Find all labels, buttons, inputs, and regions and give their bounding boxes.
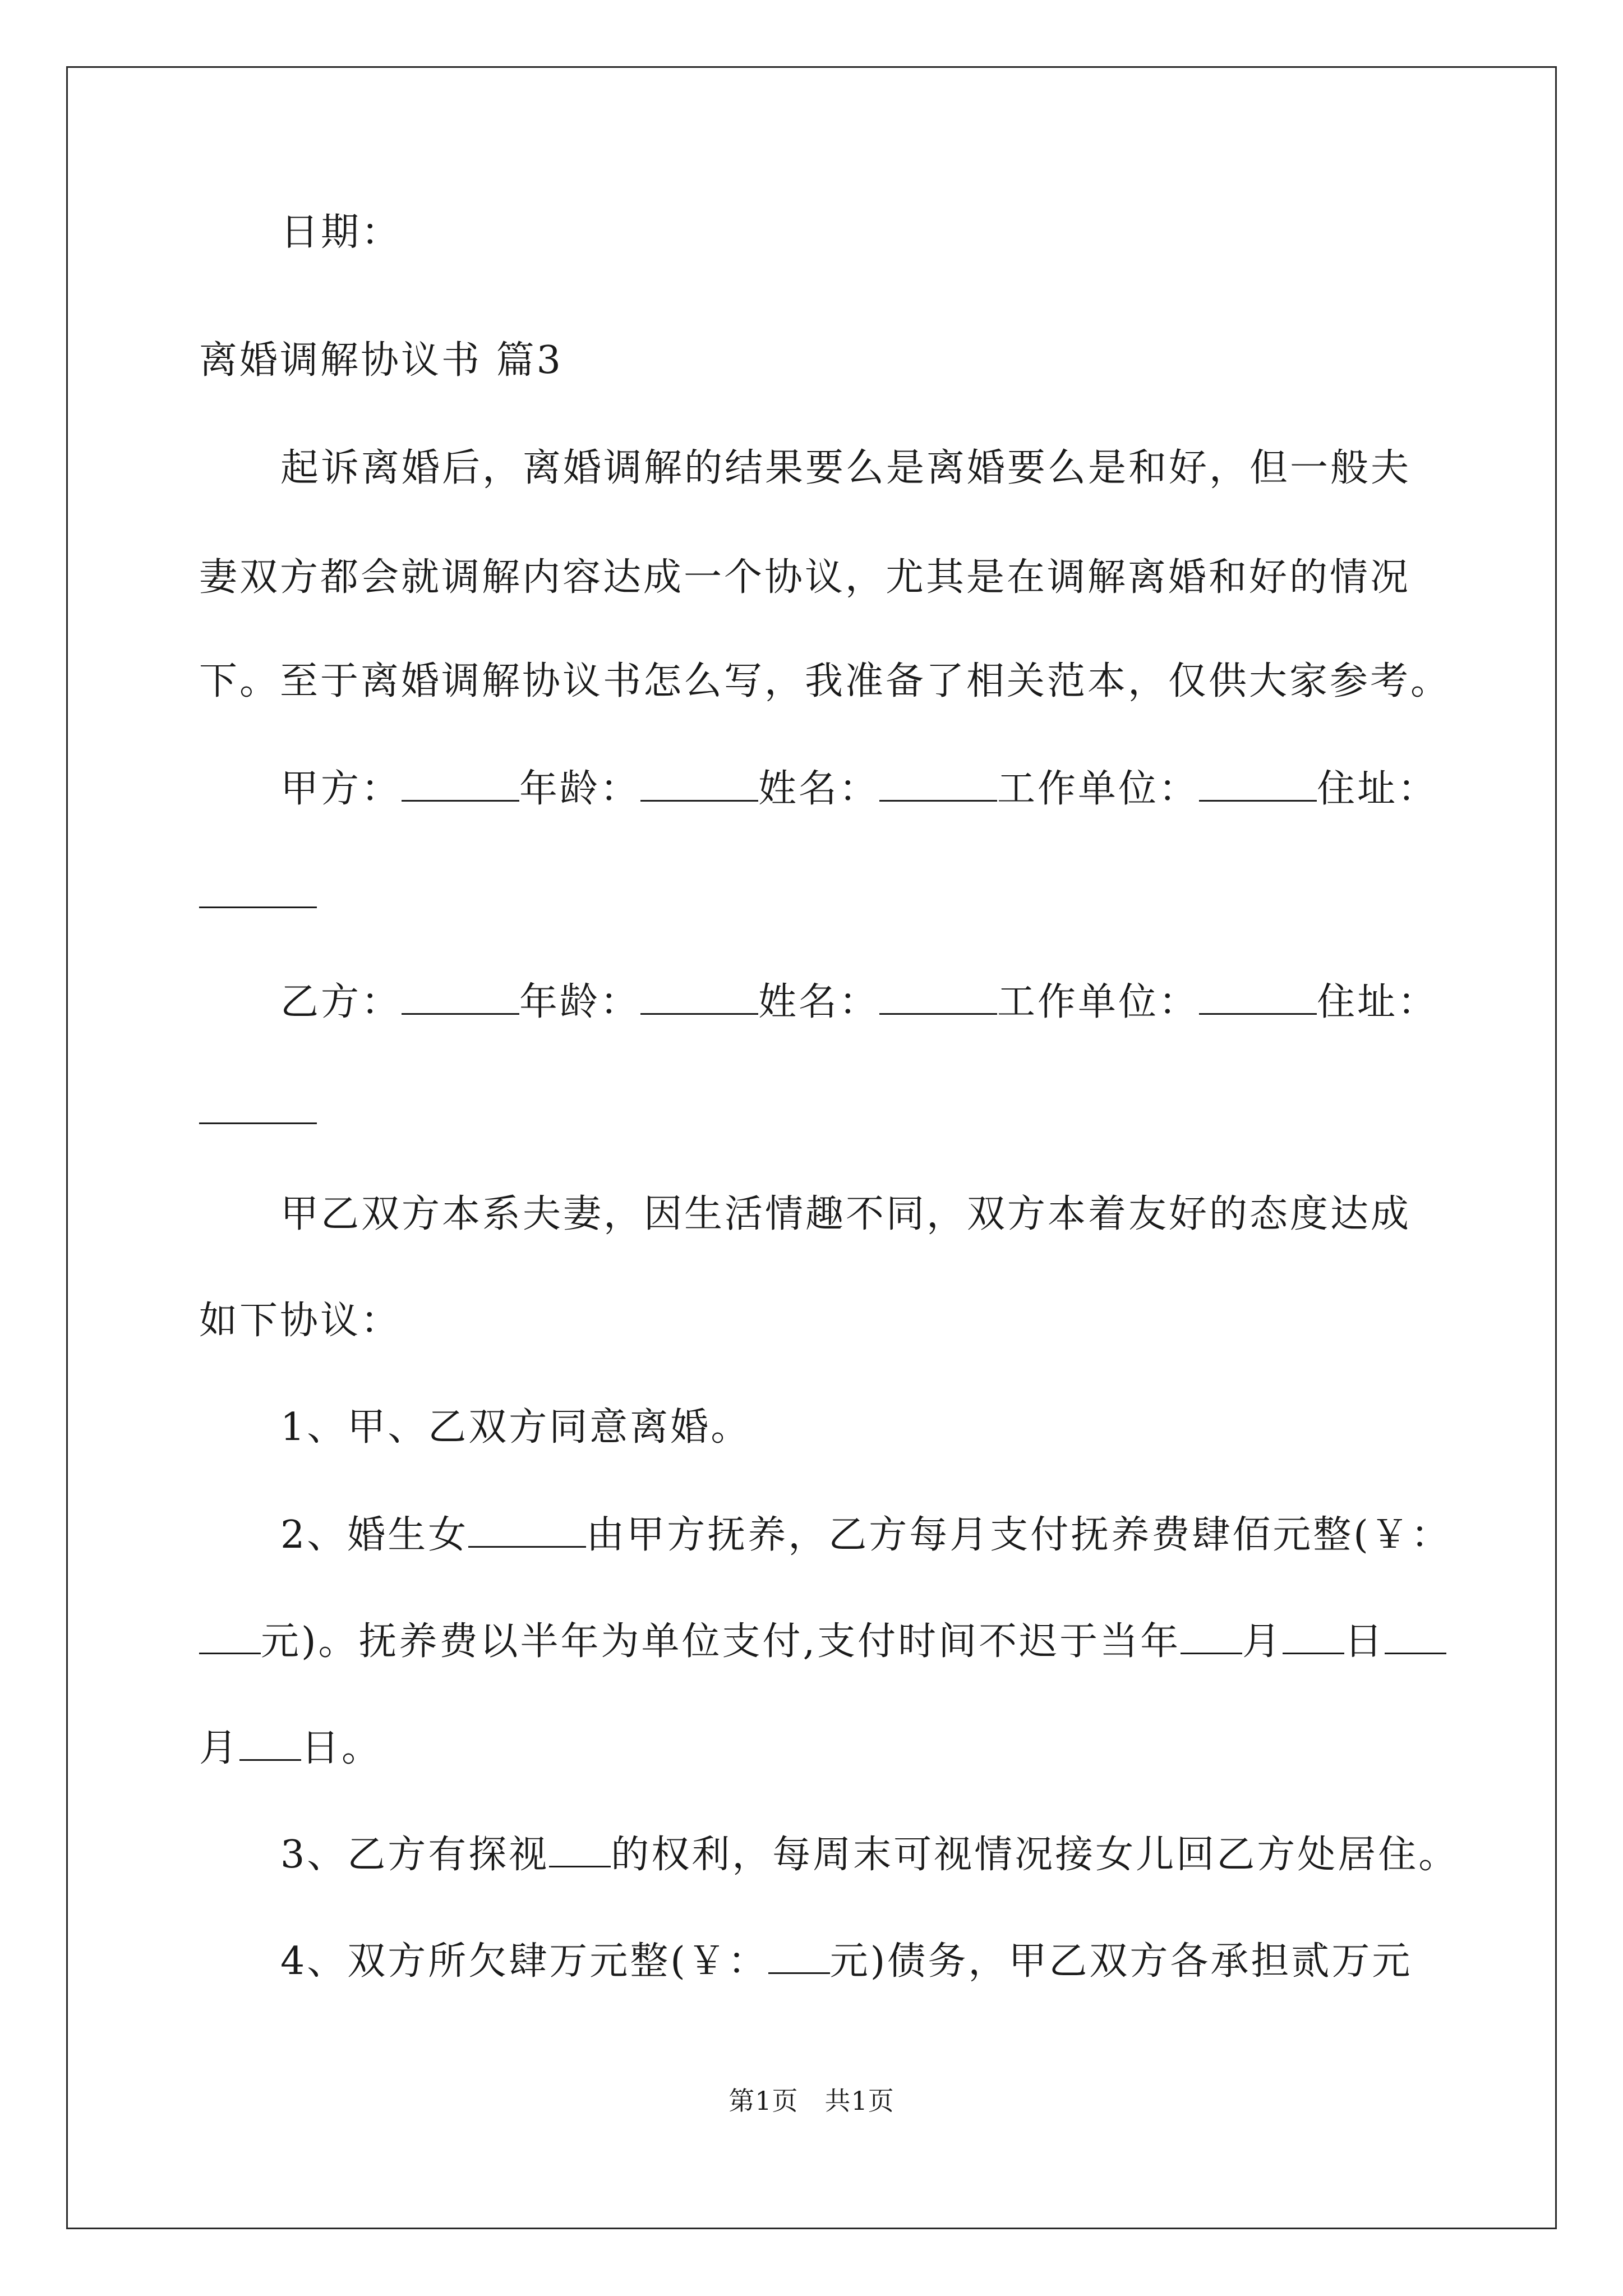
party-a-blank bbox=[402, 766, 519, 802]
debt-amount-blank bbox=[768, 1938, 830, 1974]
party-b-address-blank bbox=[199, 1088, 317, 1124]
intro-text-3: 下。至于离婚调解协议书怎么写，我准备了相关范本，仅供大家参考。 bbox=[199, 659, 1451, 703]
clause-2-month-label-2: 月 bbox=[199, 1726, 240, 1771]
party-a-address-label: 住址： bbox=[1317, 767, 1438, 812]
page-footer bbox=[0, 2084, 1623, 2118]
party-b-age-label: 年龄： bbox=[519, 980, 641, 1025]
party-a-line bbox=[280, 766, 1438, 812]
clause-2-line-2 bbox=[199, 1618, 1446, 1664]
support-amount-blank bbox=[199, 1618, 261, 1654]
party-a-name-blank bbox=[879, 766, 997, 802]
party-b-label: 乙方： bbox=[280, 980, 402, 1025]
party-b-work-label: 工作单位： bbox=[997, 980, 1200, 1025]
clause-3-text-a: 3、乙方有探视 bbox=[280, 1833, 550, 1878]
month-blank-2 bbox=[1385, 1618, 1446, 1654]
clause-4 bbox=[280, 1938, 1412, 1984]
clause-1-text: 1、甲、乙双方同意离婚。 bbox=[280, 1405, 751, 1450]
month-blank-1 bbox=[1181, 1618, 1242, 1654]
party-b-address-label: 住址： bbox=[1317, 980, 1438, 1025]
party-a-work-label: 工作单位： bbox=[997, 767, 1200, 812]
clause-2-line-3 bbox=[199, 1725, 382, 1771]
clause-1 bbox=[280, 1405, 751, 1450]
clause-2-month-label-1: 月 bbox=[1242, 1619, 1283, 1664]
clause-2-day-label-2: 日。 bbox=[301, 1726, 382, 1771]
party-a-age-blank bbox=[640, 766, 758, 802]
party-a-age-label: 年龄： bbox=[519, 767, 641, 812]
preamble-text-2: 如下协议： bbox=[199, 1299, 402, 1343]
clause-2-text-a: 2、婚生女 bbox=[280, 1513, 469, 1558]
clause-4-text-b: 元)债务，甲乙双方各承担贰万元 bbox=[829, 1939, 1413, 1984]
page-number: 第1页 共1页 bbox=[728, 2086, 895, 2116]
party-b-name-label: 姓名： bbox=[758, 980, 880, 1025]
party-a-work-blank bbox=[1199, 766, 1317, 802]
party-a-name-label: 姓名： bbox=[758, 767, 880, 812]
day-blank-2 bbox=[239, 1725, 301, 1761]
section-title bbox=[199, 338, 563, 383]
preamble-line-2 bbox=[199, 1299, 401, 1343]
day-blank-1 bbox=[1283, 1618, 1344, 1654]
clause-2-line-1 bbox=[280, 1512, 1451, 1558]
party-b-work-blank bbox=[1199, 979, 1317, 1015]
visitation-blank bbox=[549, 1832, 611, 1867]
clause-3 bbox=[280, 1832, 1459, 1878]
date-label: 日期： bbox=[280, 210, 402, 255]
intro-line-2 bbox=[199, 555, 1410, 600]
party-a-address-blank bbox=[199, 872, 317, 908]
page-border bbox=[66, 66, 1557, 2229]
party-b-blank bbox=[402, 979, 519, 1015]
daughter-name-blank bbox=[468, 1512, 586, 1548]
party-b-line bbox=[280, 979, 1438, 1025]
clause-2-day-label-1: 日 bbox=[1344, 1619, 1385, 1664]
clause-2-text-c: 元)。抚养费以半年为单位支付,支付时间不迟于当年 bbox=[261, 1619, 1181, 1664]
party-b-address-line bbox=[199, 1088, 317, 1134]
clause-4-text-a: 4、双方所欠肆万元整(￥： bbox=[280, 1939, 768, 1984]
section-title-text: 离婚调解协议书 篇3 bbox=[199, 338, 563, 383]
intro-text-2: 妻双方都会就调解内容达成一个协议，尤其是在调解离婚和好的情况 bbox=[199, 555, 1411, 600]
preamble-text-1: 甲乙双方本系夫妻，因生活情趣不同，双方本着友好的态度达成 bbox=[280, 1192, 1412, 1236]
party-a-address-line bbox=[199, 872, 317, 918]
preamble-line-1 bbox=[280, 1192, 1411, 1237]
clause-2-text-b: 由甲方抚养，乙方每月支付抚养费肆佰元整(￥： bbox=[586, 1513, 1451, 1558]
party-a-label: 甲方： bbox=[280, 767, 402, 812]
date-line bbox=[280, 210, 402, 255]
party-b-age-blank bbox=[640, 979, 758, 1015]
clause-3-text-b: 的权利，每周末可视情况接女儿回乙方处居住。 bbox=[611, 1833, 1459, 1878]
intro-line-3 bbox=[199, 659, 1451, 704]
party-b-name-blank bbox=[879, 979, 997, 1015]
intro-text-1: 起诉离婚后，离婚调解的结果要么是离婚要么是和好，但一般夫 bbox=[280, 446, 1412, 490]
intro-line-1 bbox=[280, 446, 1411, 491]
